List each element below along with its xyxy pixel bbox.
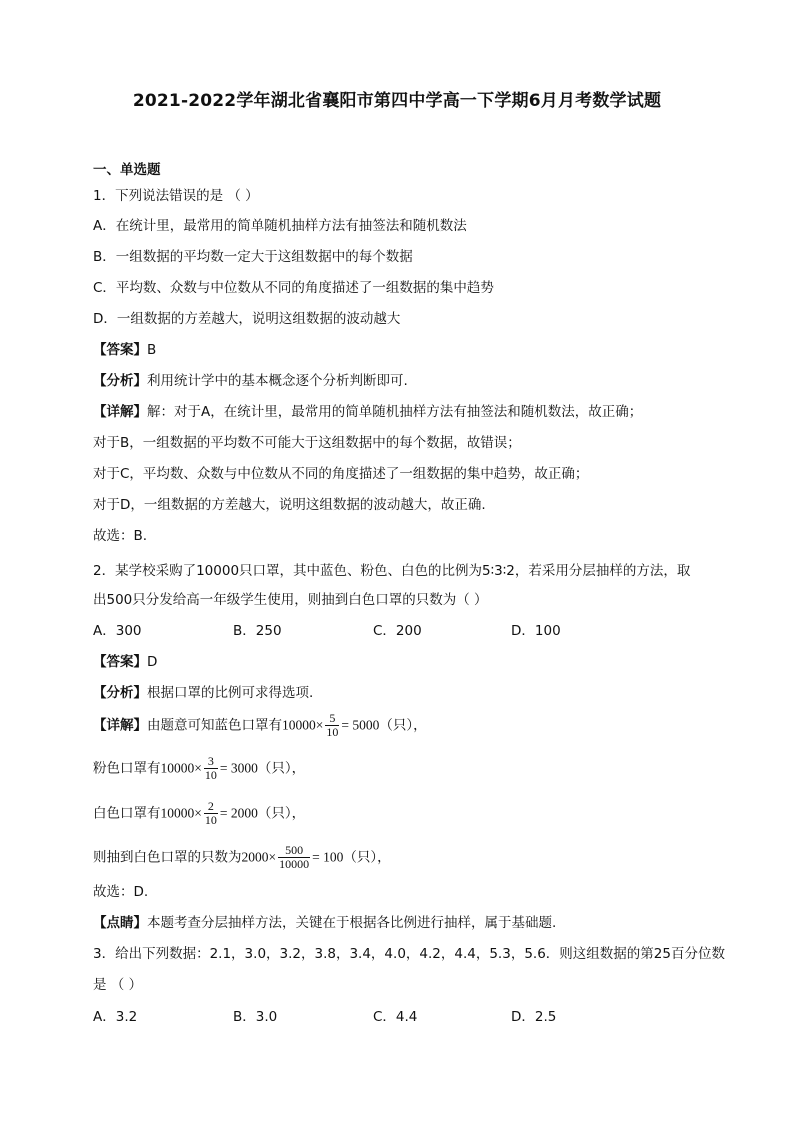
unit-text: （只）， (379, 717, 427, 734)
detail-prefix: 则抽到白色口罩的只数为 (93, 849, 242, 866)
fraction (325, 712, 339, 739)
q3-option-b: B．3.0 (233, 1009, 278, 1025)
section-heading: 一、单选题 (93, 162, 161, 178)
analysis-text: 利用统计学中的基本概念逐个分析判断即可. (147, 373, 408, 389)
q2-stem-line-1: 2．某学校采购了10000只口罩，其中蓝色、粉色、白色的比例为5∶3∶2，若采用分层抽样的方法，取 (93, 563, 691, 579)
formula-left: 10000× (282, 717, 324, 733)
q2-option-c: C．200 (373, 623, 422, 639)
formula-result: = 2000 (219, 805, 258, 821)
fraction (204, 755, 218, 782)
q1-option-d: D．一组数据的方差越大，说明这组数据的波动越大 (93, 311, 401, 327)
q3-option-a: A．3.2 (93, 1009, 138, 1025)
q3-stem-line-2: 是 （ ） (93, 977, 143, 993)
q2-analysis (93, 683, 313, 703)
q2-comment (93, 913, 556, 933)
formula-result: = 100 (312, 849, 344, 865)
detail-prefix: 由题意可知蓝色口罩有 (147, 717, 282, 734)
q2-option-b: B．250 (233, 623, 282, 639)
q2-detail-line-3 (93, 800, 305, 827)
detail-text: 解：对于A，在统计里，最常用的简单随机抽样方法有抽签法和随机数法，故正确； (147, 404, 643, 420)
q1-detail-line-2: 对于B，一组数据的平均数不可能大于这组数据中的每个数据，故错误； (93, 435, 521, 451)
q2-conclusion: 故选：D. (93, 884, 149, 900)
page-title: 2021-2022学年湖北省襄阳市第四中学高一下学期6月月考数学试题 (132, 91, 662, 111)
fraction-denominator: 10 (326, 725, 339, 739)
fraction-numerator: 500 (278, 844, 310, 858)
unit-text: （只）， (257, 805, 306, 822)
q2-option-d: D．100 (511, 623, 561, 639)
answer-value: D (147, 654, 158, 670)
q1-conclusion: 故选：B. (93, 528, 148, 544)
answer-value: B (147, 342, 157, 358)
answer-tag: 【答案】 (93, 654, 147, 670)
formula-left: 10000× (160, 805, 202, 821)
fraction-numerator: 2 (204, 800, 218, 814)
q3-options (93, 1007, 556, 1027)
detail-tag: 【详解】 (93, 404, 147, 420)
detail-prefix: 白色口罩有 (93, 805, 161, 822)
q2-detail-line-2 (93, 755, 305, 782)
q2-option-a: A．300 (93, 623, 142, 639)
q1-answer (93, 340, 156, 360)
detail-tag: 【详解】 (93, 717, 147, 734)
fraction-denominator: 10000 (279, 857, 310, 871)
q1-option-a: A．在统计里，最常用的简单随机抽样方法有抽签法和随机数法 (93, 218, 467, 234)
q3-option-d: D．2.5 (511, 1009, 557, 1025)
q3-stem-line-1: 3．给出下列数据：2.1，3.0，3.2，3.8，3.4，4.0，4.2，4.4，5.3，5.6．则这组数据的第25百分位数 (93, 946, 725, 962)
q1-analysis (93, 371, 408, 391)
q2-stem-line-2: 出500只分发给高一年级学生使用，则抽到白色口罩的只数为（ ） (93, 592, 488, 608)
comment-text: 本题考查分层抽样方法，关键在于根据各比例进行抽样，属于基础题. (147, 915, 557, 931)
q2-detail-line-1 (93, 712, 427, 739)
analysis-tag: 【分析】 (93, 373, 147, 389)
q3-option-c: C．4.4 (373, 1009, 418, 1025)
comment-tag: 【点睛】 (93, 915, 147, 931)
q1-detail-line-3: 对于C，平均数、众数与中位数从不同的角度描述了一组数据的集中趋势，故正确； (93, 466, 589, 482)
answer-tag: 【答案】 (93, 342, 147, 358)
q2-options (93, 621, 561, 641)
formula-left: 10000× (160, 760, 202, 776)
q1-option-c: C．平均数、众数与中位数从不同的角度描述了一组数据的集中趋势 (93, 280, 494, 296)
unit-text: （只）， (257, 760, 306, 777)
analysis-text: 根据口罩的比例可求得选项. (147, 685, 314, 701)
q1-detail-line-1 (93, 402, 642, 422)
formula-left: 2000× (241, 849, 277, 865)
fraction-numerator: 3 (204, 755, 218, 769)
unit-text: （只）， (343, 849, 391, 866)
formula-result: = 5000 (341, 717, 380, 733)
q1-stem: 1．下列说法错误的是 （ ） (93, 188, 259, 204)
formula-result: = 3000 (219, 760, 258, 776)
fraction-denominator: 10 (204, 768, 217, 782)
fraction (278, 844, 310, 871)
q2-answer (93, 652, 157, 672)
q2-detail-line-4 (93, 844, 391, 871)
q1-option-b: B．一组数据的平均数一定大于这组数据中的每个数据 (93, 249, 413, 265)
q1-detail-line-4: 对于D，一组数据的方差越大，说明这组数据的波动越大，故正确. (93, 497, 486, 513)
fraction (204, 800, 218, 827)
analysis-tag: 【分析】 (93, 685, 147, 701)
fraction-denominator: 10 (204, 813, 217, 827)
fraction-numerator: 5 (325, 712, 339, 726)
detail-prefix: 粉色口罩有 (93, 760, 161, 777)
